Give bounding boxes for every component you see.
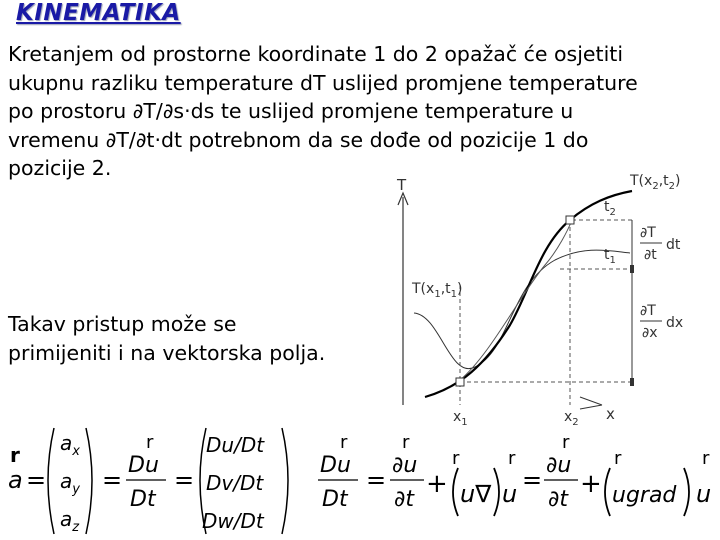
x-axis-stroke-2 bbox=[580, 405, 602, 409]
paren-right-1 bbox=[86, 428, 92, 534]
label-t2: $t_2$ bbox=[604, 199, 616, 218]
svg-text:∂T: ∂T bbox=[640, 225, 656, 241]
marker-point-2 bbox=[566, 216, 574, 224]
paren-left-1 bbox=[48, 428, 54, 534]
svg-text:dt: dt bbox=[666, 237, 681, 253]
eq-eq-2: = bbox=[102, 466, 123, 494]
eq-a-arrow: r bbox=[10, 443, 20, 467]
curve-path-thin bbox=[460, 220, 572, 380]
tick-x1: $x_1$ bbox=[453, 409, 468, 428]
para-line-5: pozicije 2. bbox=[8, 156, 112, 180]
vector-field-note bbox=[8, 310, 325, 368]
eq-partial-u: ∂u bbox=[392, 453, 418, 478]
eq-Du2-arrow: r bbox=[340, 432, 348, 453]
paren-left-3 bbox=[453, 468, 458, 516]
eq-eq-4: = bbox=[366, 466, 387, 494]
eq-du2-arrow: r bbox=[562, 432, 570, 453]
note-line-1: Takav pristup može se bbox=[8, 312, 237, 336]
eq-Dt: Dt bbox=[130, 487, 156, 512]
paren-right-3 bbox=[494, 468, 499, 516]
label-t1: $t_1$ bbox=[604, 247, 616, 266]
x-axis-stroke bbox=[580, 397, 602, 405]
paren-right-2 bbox=[282, 428, 288, 534]
eq-az: $a_z$ bbox=[60, 507, 80, 535]
temperature-diagram bbox=[380, 165, 700, 430]
eq-Dt2: Dt bbox=[322, 487, 348, 512]
eq-a: a bbox=[8, 466, 23, 494]
eq-u-arrow-1: r bbox=[452, 448, 460, 469]
curve-t1-thin bbox=[414, 250, 630, 369]
marker-point-1 bbox=[456, 378, 464, 386]
eq-partial-t: ∂t bbox=[394, 487, 415, 512]
para-line-3: po prostoru ∂T/∂s·ds te uslijed promjene temperature u bbox=[8, 99, 574, 123]
eq-u-arrow-4: r bbox=[702, 448, 710, 469]
eq-u-grad: ugrad bbox=[612, 483, 677, 508]
eq-Du-Dt: Du/Dt bbox=[206, 433, 265, 457]
y-axis-label: T bbox=[397, 176, 407, 194]
tick-x2: $x_2$ bbox=[564, 409, 579, 428]
svg-text:dx: dx bbox=[666, 315, 684, 331]
eq-Du: Du bbox=[128, 453, 159, 478]
eq-u-arrow-3: r bbox=[614, 448, 622, 469]
eq-partial-u-2: ∂u bbox=[546, 453, 572, 478]
eq-Du2: Du bbox=[320, 453, 351, 478]
para-line-2: ukupnu razliku temperature dT uslijed promjene temperature bbox=[8, 70, 638, 95]
eq-Dw-Dt: Dw/Dt bbox=[202, 509, 264, 533]
eq-u-1: u bbox=[502, 480, 518, 508]
eq-plus-1: + bbox=[426, 469, 448, 499]
eq-du-arrow: r bbox=[402, 432, 410, 453]
eq-Dv-Dt: Dv/Dt bbox=[206, 471, 264, 495]
label-dT-dt bbox=[640, 225, 681, 263]
acceleration-equation bbox=[0, 420, 720, 540]
eq-eq-3: = bbox=[174, 466, 195, 494]
eq-partial-t-2: ∂t bbox=[548, 487, 569, 512]
x-axis-label: x bbox=[606, 405, 615, 423]
eq-eq-5: = bbox=[522, 466, 543, 494]
paren-right-4 bbox=[684, 468, 689, 516]
eq-ax: $a_x$ bbox=[60, 431, 80, 459]
eq-Du-arrow: r bbox=[146, 432, 154, 453]
label-T-x1-t1: $T(x_1,t_1)$ bbox=[412, 281, 463, 300]
bracket-tick-1 bbox=[630, 265, 634, 273]
slide-title: KINEMATIKA bbox=[16, 0, 181, 26]
eq-ay: $a_y$ bbox=[60, 469, 80, 497]
description-paragraph bbox=[8, 40, 720, 183]
svg-text:∂t: ∂t bbox=[644, 247, 657, 263]
svg-text:∂T: ∂T bbox=[640, 303, 656, 319]
label-T-x2-t2: $T(x_2,t_2)$ bbox=[630, 173, 681, 192]
para-line-1: Kretanjem od prostorne koordinate 1 do 2 opažač će osjetiti bbox=[8, 42, 624, 66]
eq-eq-1: = bbox=[26, 466, 47, 494]
eq-u-2: u bbox=[696, 480, 712, 508]
para-line-4: vremenu ∂T/∂t·dt potrebnom da se dođe od pozicije 1 do bbox=[8, 127, 589, 152]
eq-u-nabla: u∇ bbox=[460, 480, 492, 508]
svg-text:∂x: ∂x bbox=[642, 325, 658, 341]
bracket-tick-2 bbox=[630, 378, 634, 386]
eq-u-arrow-2: r bbox=[508, 448, 516, 469]
note-line-2: primijeniti i na vektorska polja. bbox=[8, 341, 326, 365]
paren-left-4 bbox=[605, 468, 610, 516]
eq-plus-2: + bbox=[580, 469, 602, 499]
label-dT-dx bbox=[640, 303, 683, 341]
